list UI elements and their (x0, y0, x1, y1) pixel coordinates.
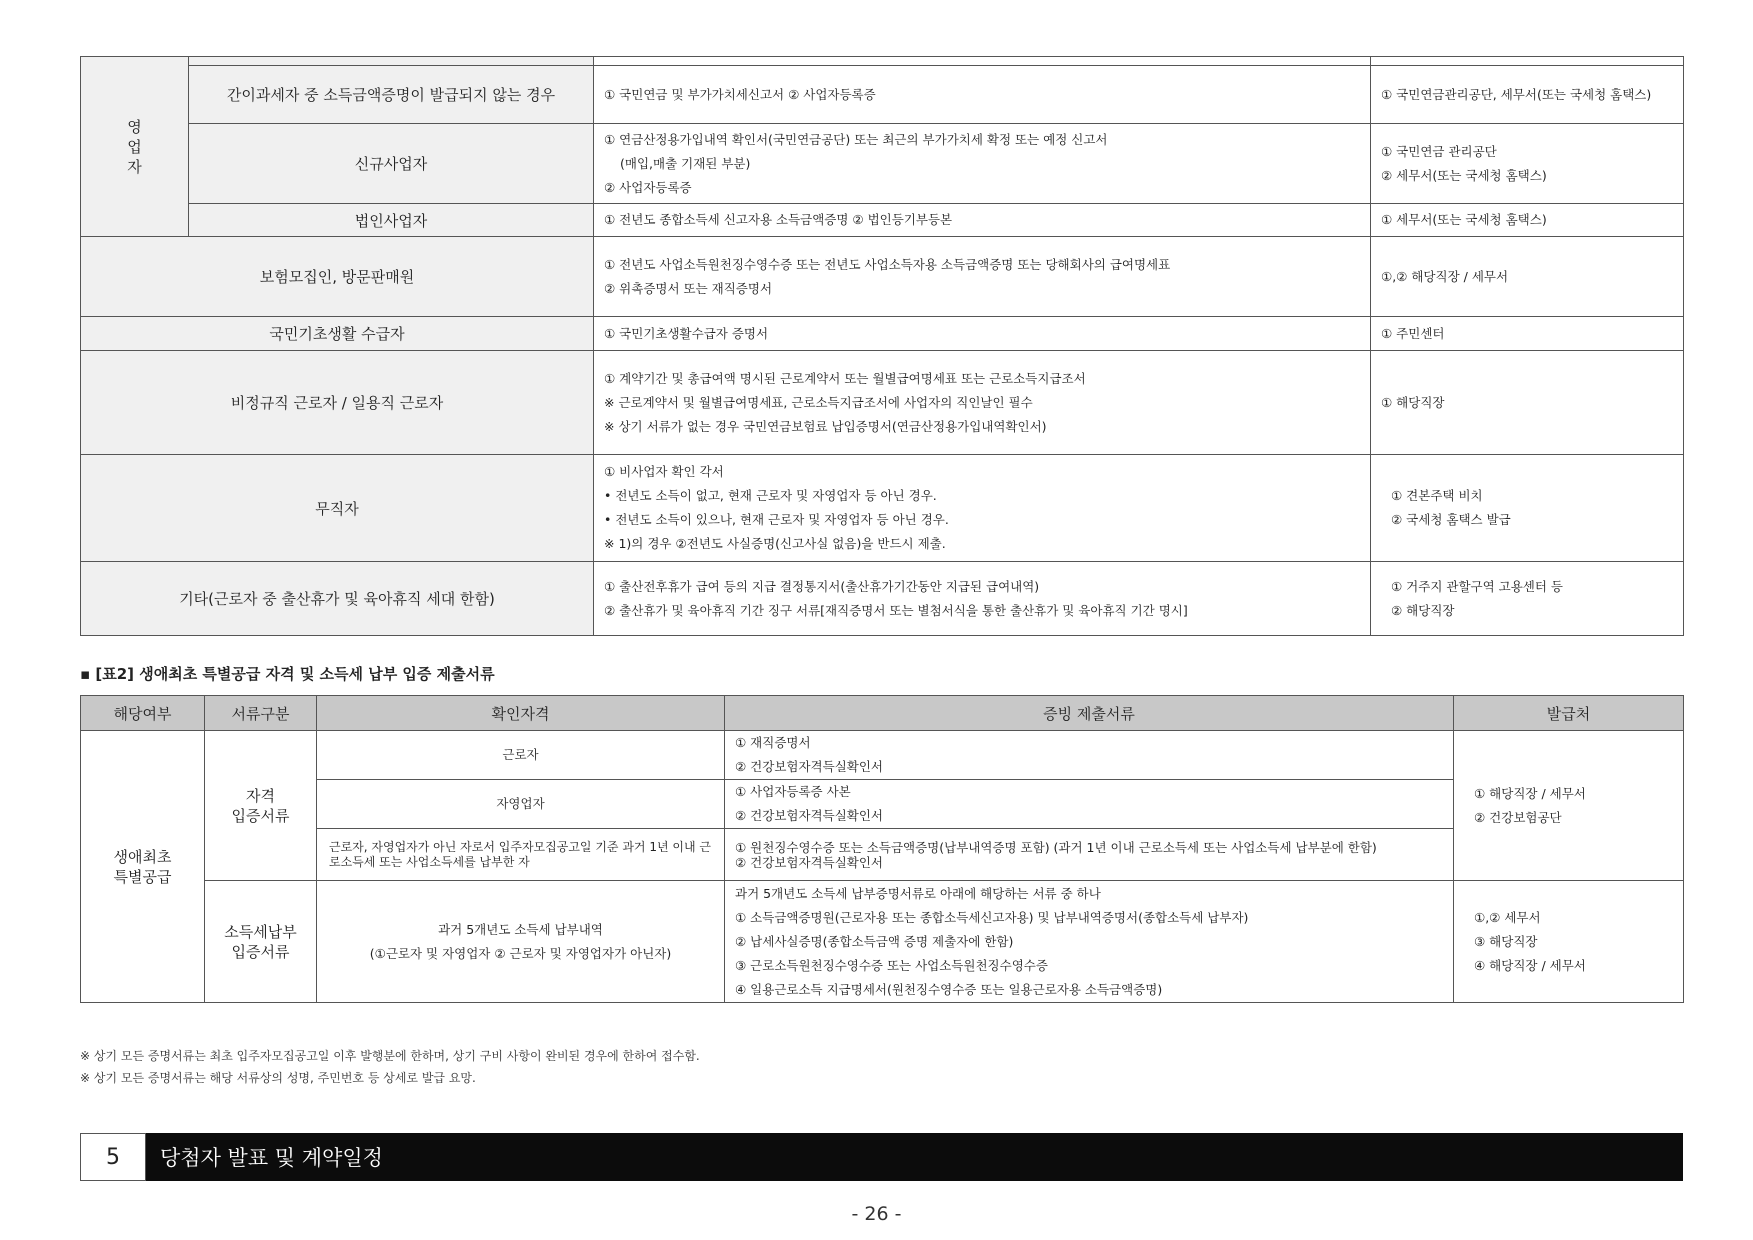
note-1: ※ 상기 모든 증명서류는 최초 입주자모집공고일 이후 발행분에 한하며, 상기 구비 사항이 완비된 경우에 한하여 접수함. (80, 1049, 700, 1063)
text-line: ④ 일용근로소득 지급명세서(원천징수영수증 또는 일용근로자용 소득금액증명) (735, 981, 1163, 997)
text-line: (매입,매출 기재된 부분) (620, 155, 751, 171)
text-line: ② 해당직장 (1391, 602, 1455, 618)
text-line: ※ 1)의 경우 ②전년도 사실증명(신고사실 없음)을 반드시 제출. (604, 536, 946, 551)
row-label: 비정규직 근로자 / 일용직 근로자 (81, 351, 594, 455)
text-line: ※ 근로계약서 및 월별급여명세표, 근로소득지급조서에 사업자의 직인날인 필수 (604, 394, 1033, 410)
text-line: ① 출산전후휴가 급여 등의 지급 결정통지서(출산휴가기간동안 지급된 급여내역) (604, 578, 1040, 594)
row-label: 신규사업자 (189, 124, 594, 204)
docs-cell (725, 881, 1454, 1003)
row-label: 간이과세자 중 소득금액증명이 발급되지 않는 경우 (189, 66, 594, 124)
text-line: ① 국민기초생활수급자 증명서 (604, 325, 769, 341)
qualification-cell: 자영업자 (317, 780, 725, 829)
text-line: • 전년도 소득이 없고, 현재 근로자 및 자영업자 등 아닌 경우. (604, 488, 937, 503)
text-line: ① 소득금액증명원(근로자용 또는 종합소득세신고자용) 및 납부내역증명서(종합소득세 납부자) (735, 909, 1249, 925)
text-line: ① 사업자등록증 사본 (735, 784, 851, 799)
text-line: ② 건강보험자격득실확인서 (735, 854, 884, 870)
text-line: ② 건강보험공단 (1474, 809, 1562, 825)
text-line: ① 전년도 종합소득세 신고자용 소득금액증명 ② 법인등기부등본 (604, 212, 953, 227)
text-line: ① 재직증명서 (735, 735, 811, 750)
row-issuer (1371, 204, 1684, 237)
row-docs (594, 124, 1371, 204)
tax-payment-docs-type: 소득세납부 입증서류 (205, 881, 317, 1003)
row-docs (594, 455, 1371, 562)
table2-title: ▪ [표2] 생애최초 특별공급 자격 및 소득세 납부 입증 제출서류 (80, 665, 495, 683)
text-line: ① 계약기간 및 총급여액 명시된 근로계약서 또는 월별급여명세표 또는 근로소득지급조서 (604, 370, 1086, 386)
row-label: 보험모집인, 방문판매원 (81, 237, 594, 317)
text-line: ② 건강보험자격득실확인서 (735, 808, 884, 823)
qualification-cell: 근로자, 자영업자가 아닌 자로서 입주자모집공고일 기준 과거 1년 이내 근로소득세 또는 사업소득세를 납부한 자 (317, 829, 725, 881)
row-label: 국민기초생활 수급자 (81, 317, 594, 351)
text-line: ② 위촉증명서 또는 재직증명서 (604, 280, 773, 296)
row-docs (594, 237, 1371, 317)
text-line: ① 연금산정용가입내역 확인서(국민연금공단) 또는 최근의 부가가치세 확정 또는 예정 신고서 (604, 131, 1108, 147)
text-line: ※ 상기 서류가 없는 경우 국민연금보험료 납입증명서(연금산정용가입내역확인서) (604, 418, 1047, 434)
text-line: ② 세무서(또는 국세청 홈택스) (1381, 167, 1547, 183)
text-line: ① 해당직장 (1381, 394, 1445, 410)
text-line: ① 전년도 사업소득원천징수영수증 또는 전년도 사업소득자용 소득금액증명 또는 당해회사의 급여명세표 (604, 256, 1171, 272)
text-line: ① 거주지 관할구역 고용센터 등 (1391, 578, 1564, 594)
text-line: ② 국세청 홈택스 발급 (1391, 512, 1511, 527)
text-line: ① 견본주택 비치 (1391, 488, 1483, 503)
text-line: 과거 5개년도 소득세 납부증명서류로 아래에 해당하는 서류 중 하나 (735, 885, 1101, 901)
header-applicable: 해당여부 (81, 696, 205, 731)
qualification-cell: 근로자 (317, 731, 725, 780)
row-issuer (1371, 237, 1684, 317)
income-documents-table (80, 56, 1684, 636)
section-header (80, 1133, 1683, 1181)
row-issuer (1371, 455, 1684, 562)
text-line: ① 비사업자 확인 각서 (604, 464, 724, 479)
text-line: ① 원천징수영수증 또는 소득금액증명(납부내역증명 포함) (과거 1년 이내 근로소득세 또는 사업소득세 납부분에 한함) (735, 839, 1377, 855)
text-line: ③ 근로소득원천징수영수증 또는 사업소득원천징수영수증 (735, 957, 1048, 973)
text-line: ① 세무서(또는 국세청 홈택스) (1381, 212, 1547, 227)
text-line: ① 국민연금 및 부가가치세신고서 ② 사업자등록증 (604, 86, 876, 102)
issuer-cell (1454, 881, 1684, 1003)
row-docs (594, 562, 1371, 636)
text-line: ② 사업자등록증 (604, 179, 692, 195)
text-line: ① 해당직장 / 세무서 (1474, 785, 1586, 801)
text-line: ①,② 해당직장 / 세무서 (1381, 268, 1509, 284)
docs-cell (725, 829, 1454, 881)
docs-cell (725, 780, 1454, 829)
section-title: 당첨자 발표 및 계약일정 (146, 1133, 1683, 1181)
header-doc-type: 서류구분 (205, 696, 317, 731)
text-line: ④ 해당직장 / 세무서 (1474, 957, 1586, 973)
text-line: • 전년도 소득이 있으나, 현재 근로자 및 자영업자 등 아닌 경우. (604, 512, 949, 527)
docs-cell (725, 731, 1454, 780)
row-issuer (1371, 317, 1684, 351)
first-home-special-supply-table (80, 695, 1684, 1003)
header-docs: 증빙 제출서류 (725, 696, 1454, 731)
text-line: ① 국민연금관리공단, 세무서(또는 국세청 홈택스) (1381, 86, 1652, 102)
text-line: ② 출산휴가 및 육아휴직 기간 징구 서류[재직증명서 또는 별첨서식을 통한 출산휴가 및 육아휴직 기간 명시] (604, 602, 1188, 618)
text-line: ① 국민연금 관리공단 (1381, 143, 1497, 159)
section-number: 5 (80, 1133, 146, 1181)
issuer-cell (1454, 731, 1684, 881)
text-line: ② 납세사실증명(종합소득금액 증명 제출자에 한함) (735, 933, 1014, 949)
header-qualification: 확인자격 (317, 696, 725, 731)
applicable-cell: 생애최초 특별공급 (81, 731, 205, 1003)
qualification-docs-type: 자격 입증서류 (205, 731, 317, 881)
row-docs (594, 66, 1371, 124)
row-label: 법인사업자 (189, 204, 594, 237)
note-2: ※ 상기 모든 증명서류는 해당 서류상의 성명, 주민번호 등 상세로 발급 요망. (80, 1071, 476, 1085)
row-issuer (1371, 351, 1684, 455)
qualification-cell: 과거 5개년도 소득세 납부내역 (①근로자 및 자영업자 ② 근로자 및 자영업자가 아닌자) (317, 881, 725, 1003)
text-line: ③ 해당직장 (1474, 933, 1538, 949)
row-label: 기타(근로자 중 출산휴가 및 육아휴직 세대 한함) (81, 562, 594, 636)
row-label: 무직자 (81, 455, 594, 562)
row-issuer (1371, 124, 1684, 204)
row-docs (594, 317, 1371, 351)
header-issuer: 발급처 (1454, 696, 1684, 731)
text-line: ①,② 세무서 (1474, 909, 1541, 925)
row-issuer (1371, 66, 1684, 124)
group-label-business: 영 업 자 (81, 57, 189, 237)
row-issuer (1371, 562, 1684, 636)
page-number: - 26 - (851, 1203, 902, 1225)
text-line: ① 주민센터 (1381, 325, 1445, 341)
row-docs (594, 204, 1371, 237)
text-line: ② 건강보험자격득실확인서 (735, 759, 884, 774)
row-docs (594, 351, 1371, 455)
